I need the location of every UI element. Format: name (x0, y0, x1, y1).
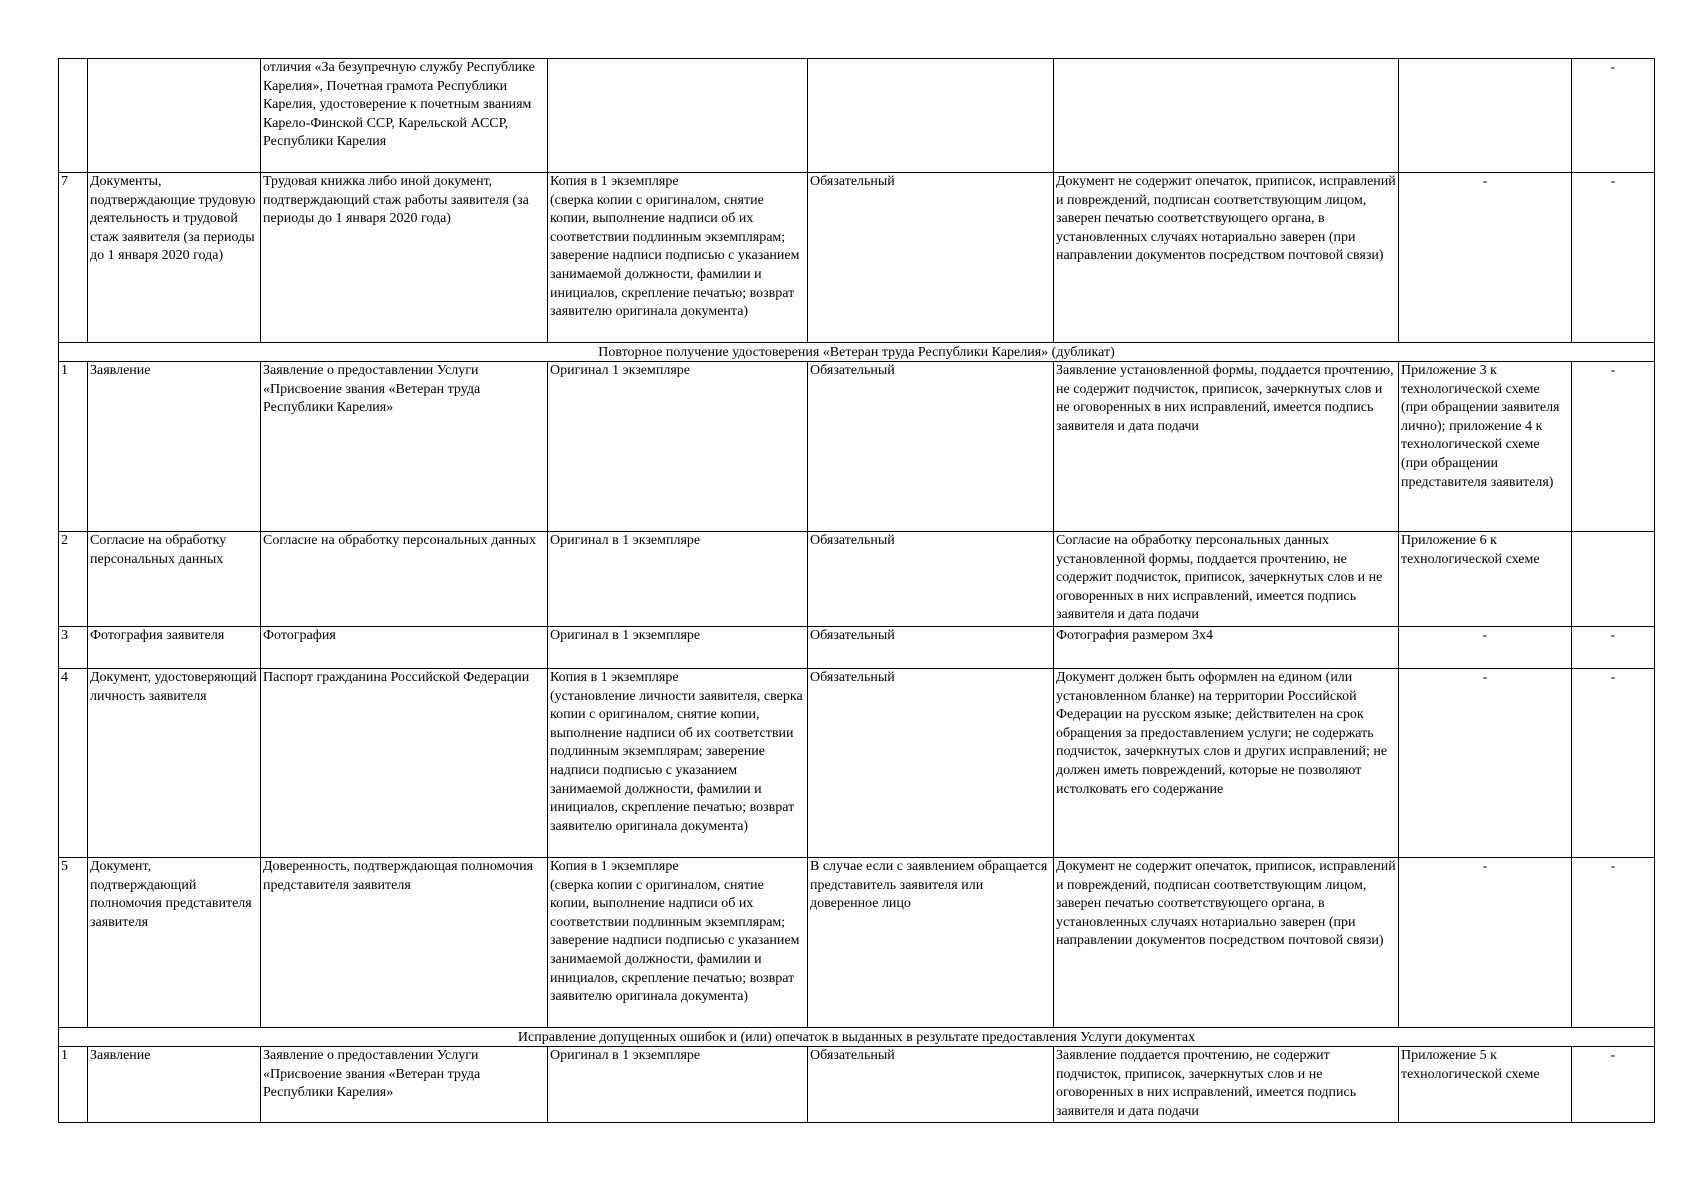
cell-document-name: отличия «За безупречную службу Республике Карелия», Почетная грамота Республики Карелия, удостоверение к почетным званиям Карело-Финской ССР, Карельской АССР, Республики Карелия (261, 59, 548, 173)
section-header-row (59, 343, 1655, 362)
table-row (59, 1047, 1655, 1123)
cell-sample: - (1572, 1047, 1655, 1123)
table-row (59, 173, 1655, 343)
cell-number: 7 (59, 173, 88, 343)
cell-category: Документ, удостоверяющий личность заявителя (88, 669, 261, 858)
table-row (59, 627, 1655, 669)
cell-requirements: Документ должен быть оформлен на едином (или установленном бланке) на территории Российской Федерации на русском языке; действителен на срок обращения за предоставлением услуги; не содержать подчисток, зачеркнутых слов и других исправлений; не должен иметь повреждений, которые не позволяют истолковать его содержание (1054, 669, 1399, 858)
cell-copies: Оригинал в 1 экземпляре (548, 1047, 808, 1123)
cell-requirements: Заявление поддается прочтению, не содержит подчисток, приписок, зачеркнутых слов и не оговоренных в них исправлений, имеется подпись заявителя и дата подачи (1054, 1047, 1399, 1123)
cell-sample: - (1572, 59, 1655, 173)
cell-condition: Обязательный (808, 627, 1054, 669)
cell-document-name: Доверенность, подтверждающая полномочия представителя заявителя (261, 858, 548, 1028)
cell-form: Приложение 6 к технологической схеме (1399, 532, 1572, 627)
document-page (58, 58, 1654, 1123)
cell-document-name: Трудовая книжка либо иной документ, подтверждающий стаж работы заявителя (за периоды до 1 января 2020 года) (261, 173, 548, 343)
cell-number: 4 (59, 669, 88, 858)
table-row (59, 59, 1655, 173)
cell-number: 5 (59, 858, 88, 1028)
cell-condition (808, 59, 1054, 173)
cell-copies (548, 59, 808, 173)
table-row (59, 858, 1655, 1028)
cell-condition: Обязательный (808, 173, 1054, 343)
section-title-duplicate: Повторное получение удостоверения «Ветеран труда Республики Карелия» (дубликат) (59, 343, 1655, 362)
cell-form: - (1399, 858, 1572, 1028)
cell-requirements (1054, 59, 1399, 173)
cell-form: - (1399, 627, 1572, 669)
cell-copies: Копия в 1 экземпляре (установление личности заявителя, сверка копии с оригиналом, снятие копии, выполнение надписи об их соответствии подлинным экземплярам; заверение надписи подписью с указанием занимаемой должности, фамилии и инициалов, скрепление печатью; возврат заявителю оригинала документа) (548, 669, 808, 858)
cell-requirements: Заявление установленной формы, поддается прочтению, не содержит подчисток, приписок, зачеркнутых слов и не оговоренных в них исправлений, имеется подпись заявителя и дата подачи (1054, 362, 1399, 532)
cell-number: 2 (59, 532, 88, 627)
cell-requirements: Документ не содержит опечаток, приписок, исправлений и повреждений, подписан соответствующим лицом, заверен печатью соответствующего органа, в установленных случаях нотариально заверен (при направлении документов посредством почтовой связи) (1054, 858, 1399, 1028)
cell-number: 1 (59, 1047, 88, 1123)
cell-requirements: Фотография размером 3х4 (1054, 627, 1399, 669)
cell-category: Фотография заявителя (88, 627, 261, 669)
cell-condition: Обязательный (808, 532, 1054, 627)
cell-document-name: Согласие на обработку персональных данных (261, 532, 548, 627)
section-header-row (59, 1028, 1655, 1047)
cell-form: Приложение 5 к технологической схеме (1399, 1047, 1572, 1123)
cell-sample: - (1572, 669, 1655, 858)
cell-category: Согласие на обработку персональных данных (88, 532, 261, 627)
table-row (59, 532, 1655, 627)
cell-sample: - (1572, 173, 1655, 343)
cell-sample: - (1572, 362, 1655, 532)
cell-form (1399, 59, 1572, 173)
cell-document-name: Заявление о предоставлении Услуги «Присвоение звания «Ветеран труда Республики Карелия» (261, 362, 548, 532)
cell-copies: Оригинал 1 экземпляре (548, 362, 808, 532)
documents-table (58, 58, 1655, 1123)
cell-category (88, 59, 261, 173)
cell-condition: В случае если с заявлением обращается представитель заявителя или доверенное лицо (808, 858, 1054, 1028)
cell-condition: Обязательный (808, 362, 1054, 532)
cell-number: 1 (59, 362, 88, 532)
cell-number (59, 59, 88, 173)
cell-document-name: Паспорт гражданина Российской Федерации (261, 669, 548, 858)
cell-copies: Оригинал в 1 экземпляре (548, 627, 808, 669)
cell-document-name: Заявление о предоставлении Услуги «Присвоение звания «Ветеран труда Республики Карелия» (261, 1047, 548, 1123)
cell-condition: Обязательный (808, 1047, 1054, 1123)
cell-condition: Обязательный (808, 669, 1054, 858)
cell-category: Заявление (88, 1047, 261, 1123)
cell-copies: Копия в 1 экземпляре (сверка копии с оригиналом, снятие копии, выполнение надписи об их соответствии подлинным экземплярам; заверение надписи подписью с указанием занимаемой должности, фамилии и инициалов, скрепление печатью; возврат заявителю оригинала документа) (548, 173, 808, 343)
cell-form: Приложение 3 к технологической схеме (при обращении заявителя лично); приложение 4 к технологической схеме (при обращении представителя заявителя) (1399, 362, 1572, 532)
cell-sample: - (1572, 627, 1655, 669)
cell-document-name: Фотография (261, 627, 548, 669)
cell-sample (1572, 532, 1655, 627)
cell-requirements: Согласие на обработку персональных данных установленной формы, поддается прочтению, не содержит подчисток, приписок, зачеркнутых слов и не оговоренных в них исправлений, имеется подпись заявителя и дата подачи (1054, 532, 1399, 627)
cell-category: Документы, подтверждающие трудовую деятельность и трудовой стаж заявителя (за периоды до 1 января 2020 года) (88, 173, 261, 343)
table-row (59, 362, 1655, 532)
table-row (59, 669, 1655, 858)
cell-sample: - (1572, 858, 1655, 1028)
cell-copies: Копия в 1 экземпляре (сверка копии с оригиналом, снятие копии, выполнение надписи об их соответствии подлинным экземплярам; заверение надписи подписью с указанием занимаемой должности, фамилии и инициалов, скрепление печатью; возврат заявителю оригинала документа) (548, 858, 808, 1028)
cell-category: Заявление (88, 362, 261, 532)
cell-category: Документ, подтверждающий полномочия представителя заявителя (88, 858, 261, 1028)
cell-copies: Оригинал в 1 экземпляре (548, 532, 808, 627)
cell-form: - (1399, 173, 1572, 343)
section-title-errors: Исправление допущенных ошибок и (или) опечаток в выданных в результате предоставления Услуги документах (59, 1028, 1655, 1047)
cell-form: - (1399, 669, 1572, 858)
cell-number: 3 (59, 627, 88, 669)
cell-requirements: Документ не содержит опечаток, приписок, исправлений и повреждений, подписан соответствующим лицом, заверен печатью соответствующего органа, в установленных случаях нотариально заверен (при направлении документов посредством почтовой связи) (1054, 173, 1399, 343)
